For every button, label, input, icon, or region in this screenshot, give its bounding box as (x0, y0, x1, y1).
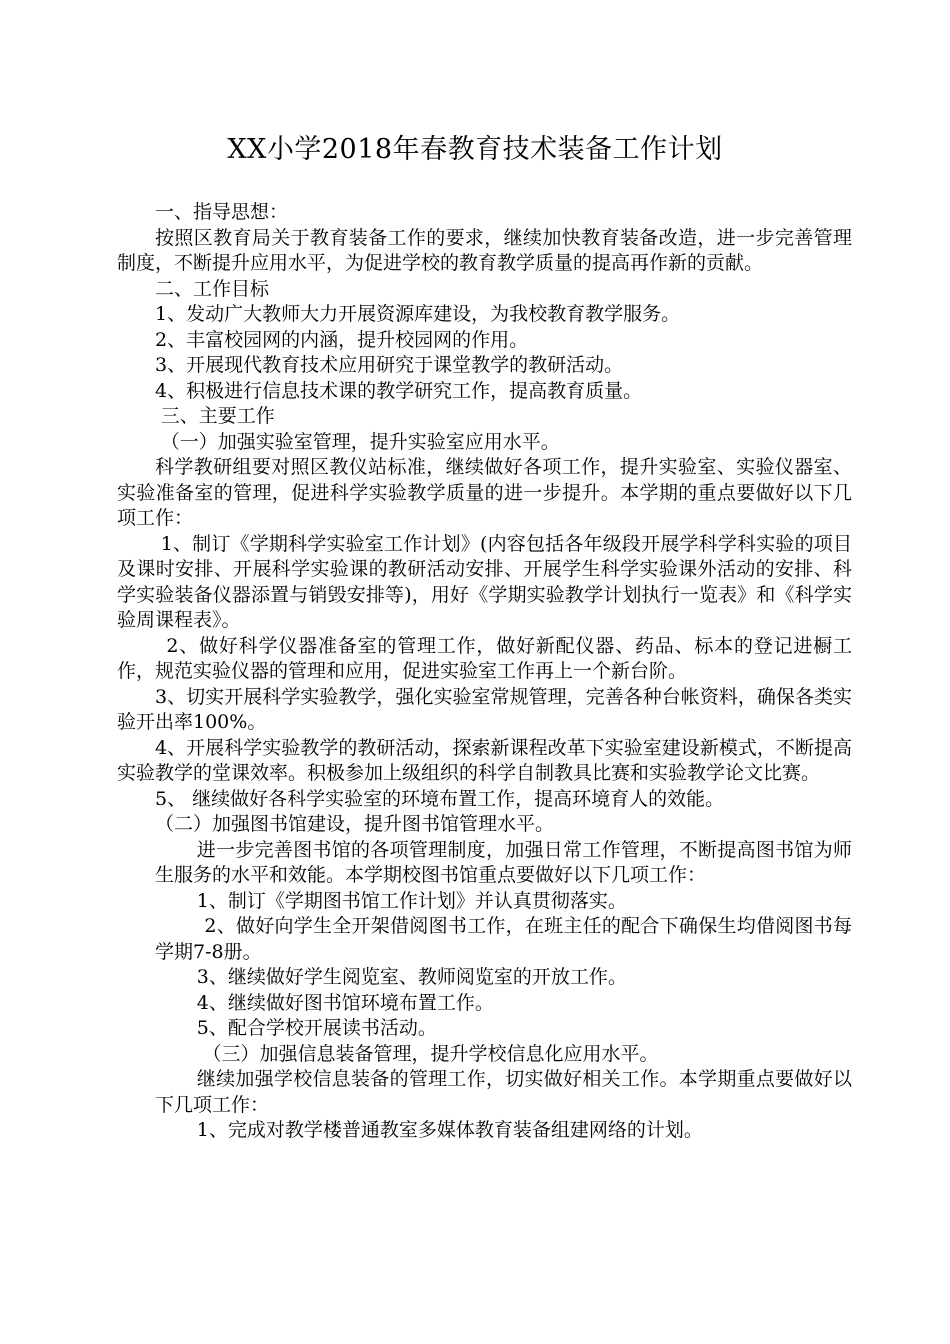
library-item-2: 2、做好向学生全开架借阅图书工作，在班主任的配合下确保生均借阅图书每学期7-8册。 (155, 915, 852, 963)
subheading-info-equipment: （三）加强信息装备管理，提升学校信息化应用水平。 (202, 1042, 659, 1065)
goal-item-4: 4、积极进行信息技术课的教学研究工作，提高教育质量。 (155, 379, 643, 402)
paragraph-library-intro: 进一步完善图书馆的各项管理制度，加强日常工作管理，不断提高图书馆为师生服务的水平和效能。本学期校图书馆重点要做好以下几项工作： (155, 838, 852, 886)
library-item-5: 5、配合学校开展读书活动。 (196, 1017, 437, 1039)
heading-guiding-ideology: 一、指导思想： (155, 201, 289, 223)
paragraph-info-intro: 继续加强学校信息装备的管理工作，切实做好相关工作。本学期重点要做好以下几项工作： (155, 1068, 852, 1116)
goal-item-3: 3、开展现代教育技术应用研究于课堂教学的教研活动。 (155, 354, 624, 376)
lab-item-1: 1、制订《学期科学实验室工作计划》(内容包括各年级段开展学科学科实验的项目及课时安排、开展科学实验课的教研活动安排、开展学生科学实验课外活动的安排、科学实验装备仪器添置与销毁安排等)，用好《学期实验教学计划执行一览表》和《科学实验周课程表》。 (117, 532, 852, 631)
heading-work-goals: 二、工作目标 (155, 277, 270, 300)
info-item-1: 1、完成对教学楼普通教室多媒体教育装备组建网络的计划。 (196, 1119, 703, 1141)
subheading-library: （二）加强图书馆建设，提升图书馆管理水平。 (155, 813, 555, 835)
lab-item-3: 3、切实开展科学实验教学，强化实验室常规管理，完善各种台帐资料，确保各类实验开出率100%。 (117, 685, 852, 733)
subheading-lab-management: （一）加强实验室管理，提升实验室应用水平。 (160, 430, 560, 453)
goal-item-2: 2、丰富校园网的内涵，提升校园网的作用。 (155, 328, 529, 351)
paragraph-lab-intro: 科学教研组要对照区教仪站标准，继续做好各项工作，提升实验室、实验仪器室、实验准备室的管理，促进科学实验教学质量的进一步提升。本学期的重点要做好以下几项工作： (117, 456, 852, 529)
paragraph-guiding-ideology: 按照区教育局关于教育装备工作的要求，继续加快教育装备改造，进一步完善管理制度，不断提升应用水平，为促进学校的教育教学质量的提高再作新的贡献。 (117, 226, 852, 274)
lab-item-4: 4、开展科学实验教学的教研活动，探索新课程改革下实验室建设新模式，不断提高实验教学的堂课效率。积极参加上级组织的科学自制教具比赛和实验教学论文比赛。 (117, 736, 852, 784)
lab-item-2: 2、做好科学仪器准备室的管理工作，做好新配仪器、药品、标本的登记进橱工作，规范实验仪器的管理和应用，促进实验室工作再上一个新台阶。 (117, 634, 852, 682)
library-item-4: 4、继续做好图书馆环境布置工作。 (196, 991, 494, 1014)
lab-item-5: 5、 继续做好各科学实验室的环境布置工作，提高环境育人的效能。 (155, 787, 725, 810)
goal-item-1: 1、发动广大教师大力开展资源库建设，为我校教育教学服务。 (155, 303, 681, 325)
library-item-3: 3、继续做好学生阅览室、教师阅览室的开放工作。 (196, 966, 627, 988)
document-title: XX小学2018年春教育技术装备工作计划 (227, 134, 723, 165)
document-body (117, 200, 852, 1144)
heading-main-work: 三、主要工作 (160, 405, 275, 427)
library-item-1: 1、制订《学期图书馆工作计划》并认真贯彻落实。 (196, 889, 627, 912)
